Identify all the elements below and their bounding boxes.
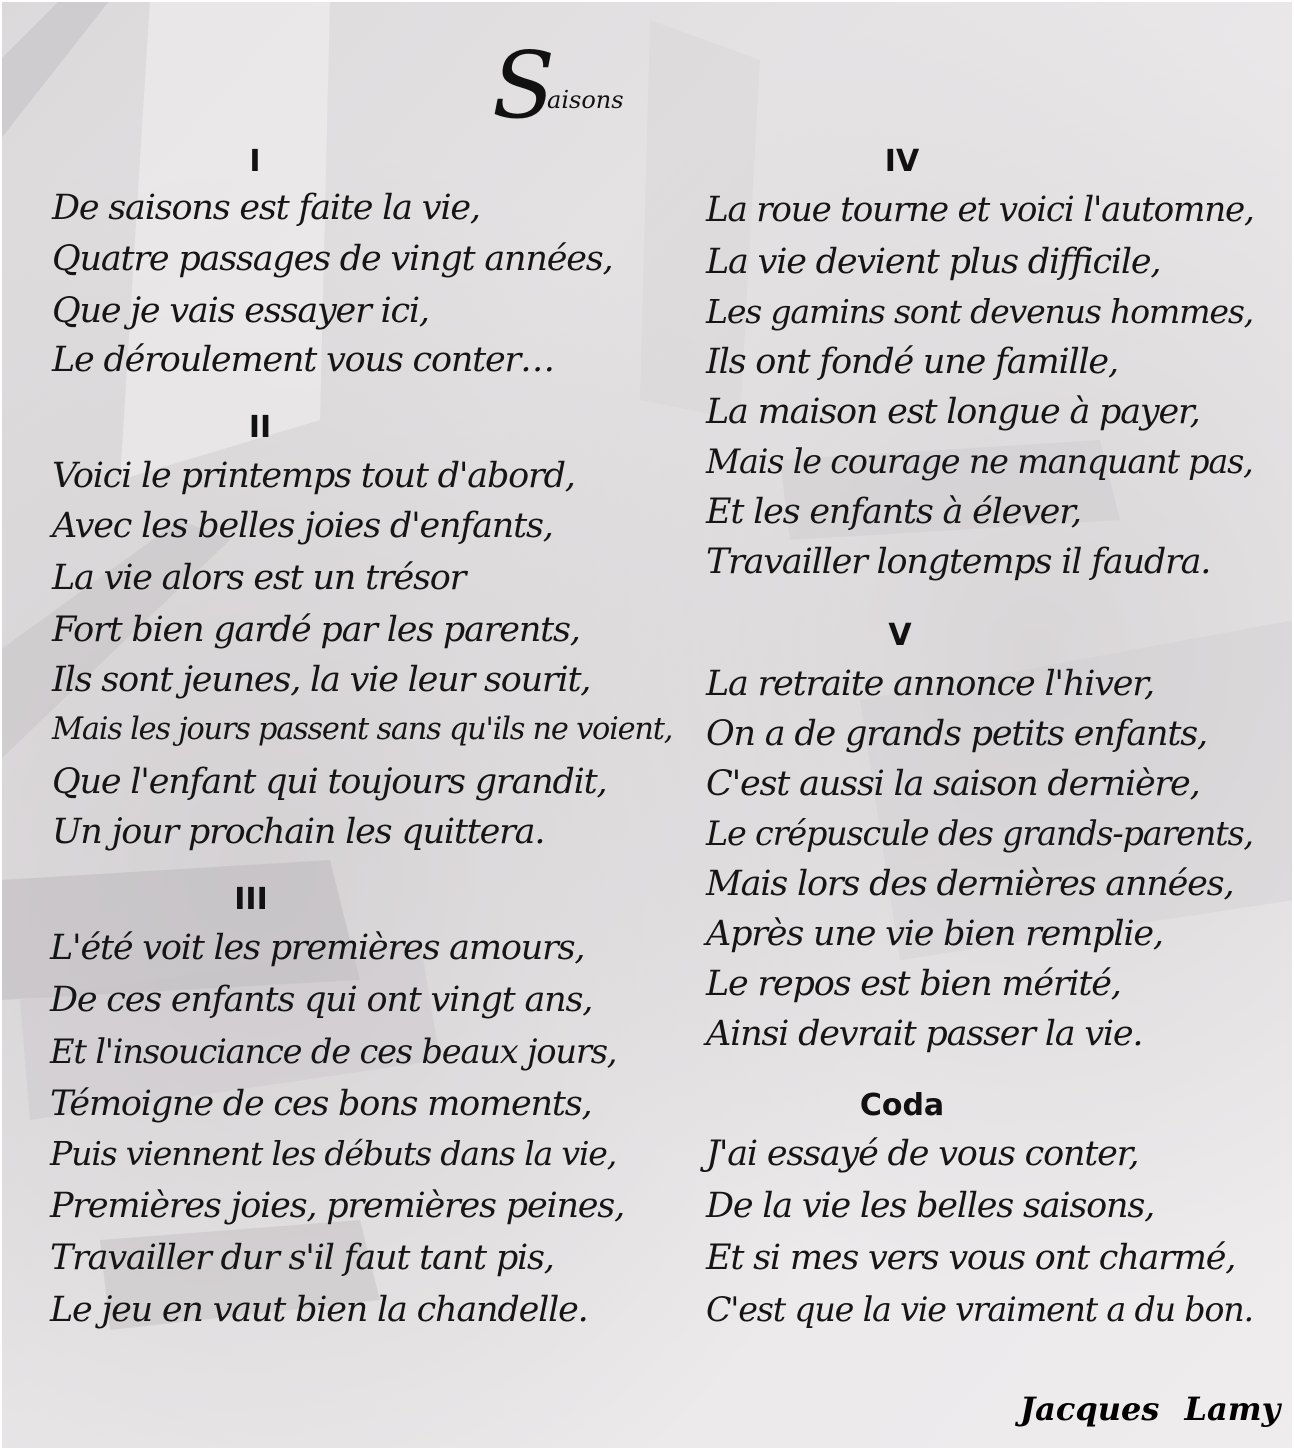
- poem-line: Avec les belles joies d'enfants,: [52, 506, 553, 546]
- poem-line: De la vie les belles saisons,: [706, 1186, 1155, 1226]
- title-rest: aisons: [547, 86, 624, 114]
- poem-line: Et si mes vers vous ont charmé,: [706, 1238, 1236, 1278]
- poem-line: Un jour prochain les quittera.: [52, 812, 545, 852]
- poem-line: Mais lors des dernières années,: [706, 864, 1234, 904]
- poem-line: La vie alors est un trésor: [52, 558, 466, 598]
- poem-line: Le déroulement vous conter…: [52, 340, 554, 380]
- title-initial: S: [492, 32, 556, 139]
- poem-line: J'ai essayé de vous conter,: [706, 1134, 1139, 1174]
- poem-line: Et les enfants à élever,: [706, 492, 1081, 532]
- poem-title: [492, 32, 624, 140]
- poem-line: Les gamins sont devenus hommes,: [706, 292, 1253, 331]
- poem-line: De saisons est faite la vie,: [52, 188, 480, 228]
- poem-line: Le repos est bien mérité,: [706, 964, 1121, 1004]
- stanza-numeral: V: [888, 618, 912, 653]
- poem-line: Le jeu en vaut bien la chandelle.: [50, 1290, 588, 1330]
- poem-line: La roue tourne et voici l'automne,: [706, 190, 1254, 230]
- poem-line: Mais le courage ne manquant pas,: [706, 442, 1253, 481]
- author-signature: Jacques Lamy: [1020, 1390, 1281, 1428]
- poem-line: Que l'enfant qui toujours grandit,: [52, 762, 607, 802]
- stanza-numeral: III: [234, 882, 268, 917]
- poem-line: La maison est longue à payer,: [706, 392, 1200, 432]
- poem-line: Que je vais essayer ici,: [52, 291, 429, 331]
- stanza-numeral: I: [249, 144, 261, 179]
- poem-line: C'est que la vie vraiment a du bon.: [706, 1290, 1253, 1329]
- poem-line: Témoigne de ces bons moments,: [50, 1084, 592, 1124]
- poem-line: Fort bien gardé par les parents,: [52, 610, 580, 650]
- stanza-1: [52, 188, 612, 388]
- stanza-numeral: Coda: [859, 1088, 945, 1123]
- poem-line: Après une vie bien remplie,: [706, 914, 1163, 954]
- stanza-5: [706, 664, 1266, 1064]
- poem-line: Ils sont jeunes, la vie leur sourit,: [52, 660, 591, 700]
- poem-line: Travailler dur s'il faut tant pis,: [50, 1238, 554, 1278]
- poem-line: Ils ont fondé une famille,: [706, 342, 1118, 382]
- stanza-coda: [706, 1134, 1266, 1354]
- poem-line: De ces enfants qui ont vingt ans,: [50, 980, 593, 1020]
- poem-line: Mais les jours passent sans qu'ils ne voient,: [52, 712, 673, 747]
- poem-line: Travailler longtemps il faudra.: [706, 542, 1211, 582]
- stanza-numeral: II: [248, 410, 272, 445]
- poem-line: L'été voit les premières amours,: [50, 928, 585, 968]
- poem-line: Puis viennent les débuts dans la vie,: [50, 1134, 617, 1173]
- poem-line: Ainsi devrait passer la vie.: [706, 1014, 1143, 1054]
- stanza-4: [706, 190, 1266, 590]
- poem-line: Quatre passages de vingt années,: [52, 239, 613, 279]
- poem-line: C'est aussi la saison dernière,: [706, 764, 1200, 804]
- stanza-numeral: IV: [884, 144, 920, 179]
- poem-line: Le crépuscule des grands-parents,: [706, 814, 1253, 853]
- poem-line: La vie devient plus difficile,: [706, 242, 1161, 282]
- poem-line: La retraite annonce l'hiver,: [706, 664, 1154, 704]
- stanza-3: [50, 928, 630, 1328]
- poem-line: Voici le printemps tout d'abord,: [52, 456, 575, 496]
- poem-line: Et l'insouciance de ces beaux jours,: [50, 1032, 617, 1071]
- stanza-2: [52, 456, 692, 856]
- poem-line: On a de grands petits enfants,: [706, 714, 1207, 754]
- poem-line: Premières joies, premières peines,: [50, 1186, 624, 1226]
